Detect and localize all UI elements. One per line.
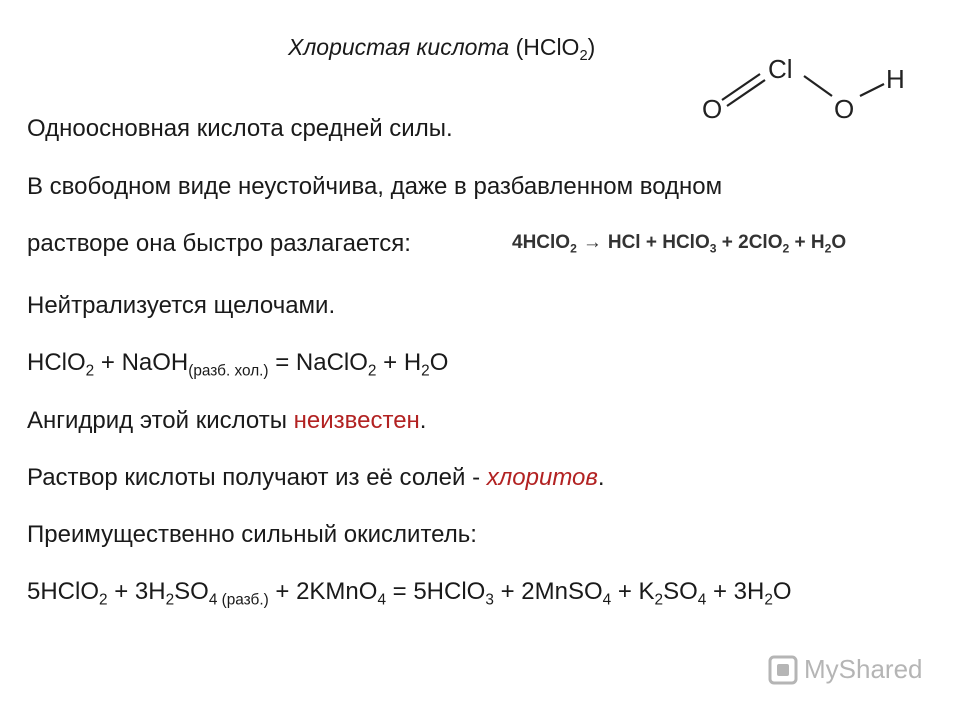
eq-sub: 4	[697, 591, 707, 609]
title-formula-sub: 2	[579, 48, 588, 65]
line-6-end: .	[419, 407, 427, 434]
eq-sub: 4	[602, 591, 612, 609]
text-line-1: Одноосновная кислота средней силы.	[27, 115, 453, 142]
watermark-text: MyShared	[804, 654, 923, 684]
eq-decomp-part: + 2ClO	[716, 232, 783, 253]
eq-part: + H	[376, 349, 422, 376]
line-7-end: .	[597, 464, 605, 491]
eq-decomp-part: HCl + HClO	[607, 232, 710, 253]
eq-part: + K	[611, 578, 655, 605]
eq-decomp-sub: 2	[782, 241, 790, 256]
eq-decomp-part: + H	[789, 232, 825, 253]
line-7-text: Раствор кислоты получают из её солей -	[27, 464, 487, 491]
eq-decomp-sub: 2	[570, 241, 577, 256]
slide-title	[288, 34, 596, 65]
eq-part: SO	[663, 578, 698, 605]
text-line-7	[27, 466, 605, 490]
eq-decomp-sub: 2	[824, 241, 832, 256]
text-line-2: В свободном виде неустойчива, даже в разбавленном водном	[27, 173, 723, 200]
eq-part: 5HClO	[27, 578, 100, 605]
eq-part: O	[772, 578, 792, 605]
atom-h: H	[886, 64, 905, 94]
structural-formula	[700, 48, 920, 128]
highlight-chlorites: хлоритов	[486, 464, 598, 491]
title-formula-close: )	[587, 34, 596, 60]
eq-sub: 2	[421, 362, 430, 380]
text-line-4: Нейтрализуется щелочами.	[27, 292, 336, 319]
eq-decomp-part: O	[831, 232, 847, 253]
eq-decomp-part: 4HClO	[512, 232, 571, 253]
eq-sub: (разб. хол.)	[188, 362, 269, 380]
eq-part: SO	[174, 578, 209, 605]
line-6-text: Ангидрид этой кислоты	[27, 407, 294, 434]
eq-part: + 2MnSO	[493, 578, 603, 605]
eq-part: + NaOH	[94, 349, 189, 376]
reaction-arrow: →	[582, 232, 602, 253]
eq-sub: 2	[165, 591, 175, 609]
eq-sub: 2	[764, 591, 773, 609]
atom-o1: O	[702, 94, 723, 124]
oxidation-equation	[27, 578, 792, 609]
myshared-logo-icon	[768, 655, 798, 685]
eq-sub: 3	[485, 591, 494, 609]
eq-part: + 2KMnO	[268, 578, 378, 605]
eq-part: = 5HClO	[385, 578, 486, 605]
eq-part: O	[429, 349, 449, 376]
title-name: Хлористая кислота	[288, 34, 510, 60]
title-formula-main: (HClO	[515, 34, 580, 60]
eq-sub: 2	[367, 362, 377, 380]
eq-sub: 2	[99, 591, 108, 609]
eq-part: + 3H	[107, 578, 166, 605]
eq-decomp-sub: 3	[709, 241, 717, 256]
text-line-3: растворе она быстро разлагается:	[27, 230, 411, 257]
atom-cl: Cl	[768, 54, 793, 84]
text-line-8: Преимущественно сильный окислитель:	[27, 521, 477, 548]
eq-part: + 3H	[706, 578, 765, 605]
atom-o2: O	[834, 94, 855, 124]
neutralization-equation	[27, 349, 449, 380]
eq-part: = NaClO	[268, 349, 368, 376]
eq-sub: 2	[654, 591, 664, 609]
eq-sub: 4 (разб.)	[208, 591, 269, 609]
title-formula	[515, 34, 596, 65]
eq-part: HClO	[27, 349, 86, 376]
decomposition-equation	[512, 232, 846, 254]
eq-sub: 4	[377, 591, 386, 609]
text-line-6	[27, 409, 426, 433]
watermark	[768, 654, 923, 685]
eq-sub: 2	[85, 362, 95, 380]
highlight-unknown: неизвестен	[293, 407, 420, 434]
